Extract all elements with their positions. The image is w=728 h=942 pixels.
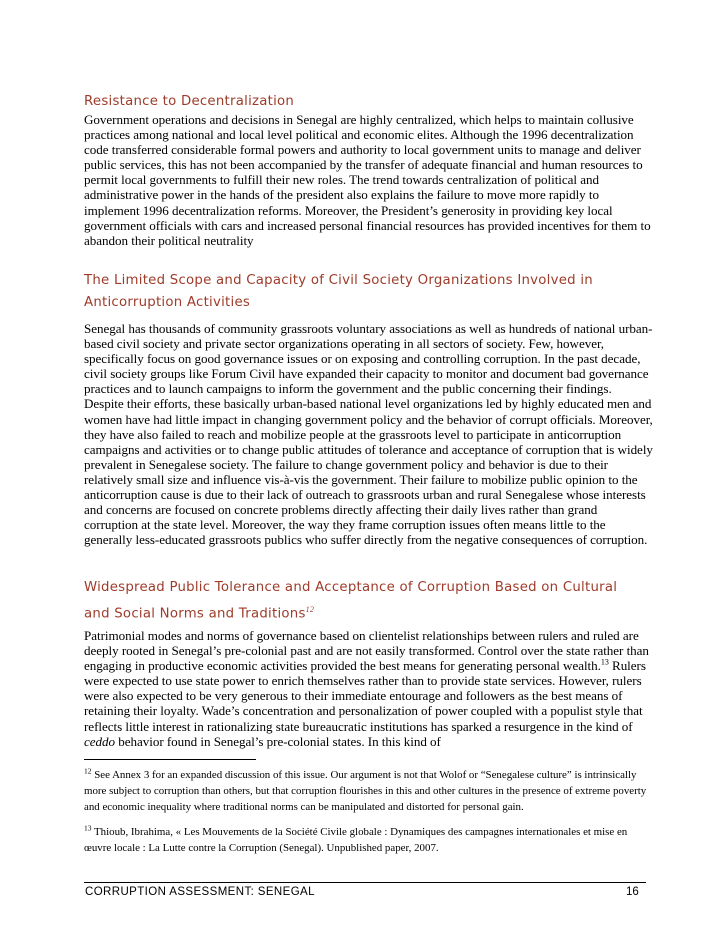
footer-divider: [84, 882, 646, 883]
section-body-decentralization: Government operations and decisions in Senegal are highly centralized, which helps to maintain collusive practices among national and local level political and economic elites. Although the 1996 decentralization code transferred considerable formal powers and authority to local government units to manage and deliver public services, this has not been accompanied by the transfer of adequate financial and human resources to permit local governments to fulfill their new roles. The trend towards centralization of political and administrative power in the hands of the president also explains the failure to move more rapidly to implement 1996 decentralization reforms. Moreover, the President’s generosity in providing key local government officials with cars and increased personal financial resources has provided incentives for them to abandon their political neutrality: [84, 112, 651, 248]
body-text: Patrimonial modes and norms of governance based on clientelist relationships between rulers and ruled are deeply rooted in Senegal’s pre-colonial past and are not easily transformed. Control over the state rather than engaging in productive economic activities provided the best means for generating personal wealth.: [84, 628, 649, 674]
heading-line: and Social Norms and Traditions: [84, 606, 306, 622]
footnote-12: [84, 768, 652, 815]
footnote-ref-12[interactable]: 12: [305, 605, 315, 614]
footnote-text: See Annex 3 for an expanded discussion of this issue. Our argument is not that Wolof or “Senegalese culture” is intrinsically more subject to corruption than others, but that corruption flourishes in this and other cultures in the presence of extreme poverty and economic inequality where traditional norms can be manipulated and distorted for personal gain.: [84, 769, 647, 813]
footnote-divider: [84, 759, 256, 760]
footnote-text: Thioub, Ibrahima, « Les Mouvements de la Société Civile globale : Dynamiques des campagnes internationales et mise en œuvre locale : La Lutte contre la Corruption (Senegal). Unpublished paper, 2007.: [84, 826, 628, 854]
footnote-number: 13: [84, 823, 92, 833]
heading-line: Anticorruption Activities: [84, 295, 251, 310]
section-body-civil-society: Senegal has thousands of community grassroots voluntary associations as well as hundreds of national urban-based civil society and private sector organizations operating in all sectors of society. Few, however, specifically focus on good governance issues or on exposing and controlling corruption. In the past decade, civil society groups like Forum Civil have expanded their capacity to monitor and document bad governance practices and to launch campaigns to inform the government and the public concerning their findings. Despite their efforts, these basically urban-based national level organizations led by highly educated men and women have had little impact in changing government policy and the behavior of corrupt officials. Moreover, they have also failed to reach and mobilize people at the grassroots level to participate in anticorruption campaigns and activities or to change public attitudes of tolerance and acceptance of corruption that is widely prevalent in Senegalese society. The failure to change government policy and behavior is due to their relatively small size and influence vis-à-vis the government. Their failure to mobilize public opinion to the anticorruption cause is due to their lack of outreach to grassroots urban and rural Senegalese whose interests and concerns are focused on concrete problems directly affecting their daily lives rather than grand corruption at the state level. Moreover, the way they frame corruption issues often means little to the generally less-educated grassroots publics who suffer directly from the negative consequences of corruption.: [84, 321, 653, 548]
body-text: behavior found in Senegal’s pre-colonial states. In this kind of: [115, 733, 441, 749]
italic-term: ceddo: [84, 733, 116, 749]
section-body-tolerance: [84, 628, 654, 749]
section-heading-civil-society: [84, 270, 654, 314]
footnote-ref-13[interactable]: 13: [600, 657, 609, 667]
footnote-13: [84, 825, 652, 857]
page-number: 16: [626, 886, 639, 898]
heading-line: The Limited Scope and Capacity of Civil Society Organizations Involved in: [84, 273, 593, 288]
section-heading-tolerance: [84, 577, 654, 625]
section-heading-decentralization: Resistance to Decentralization: [84, 94, 295, 109]
heading-line: Widespread Public Tolerance and Acceptance of Corruption Based on Cultural: [84, 580, 618, 595]
footer-title: CORRUPTION ASSESSMENT: SENEGAL: [85, 886, 315, 898]
body-text: Rulers were expected to use state power to enrich themselves rather than to provide state services. However, rulers were also expected to be very generous to their immediate entourage and followers as the best means of retaining their loyalty. Wade’s concentration and personalization of power coupled with a populist style that reflects little interest in rationalizing state bureaucratic institutions has sparked a resurgence in the kind of: [84, 658, 646, 734]
footnote-number: 12: [84, 766, 92, 776]
